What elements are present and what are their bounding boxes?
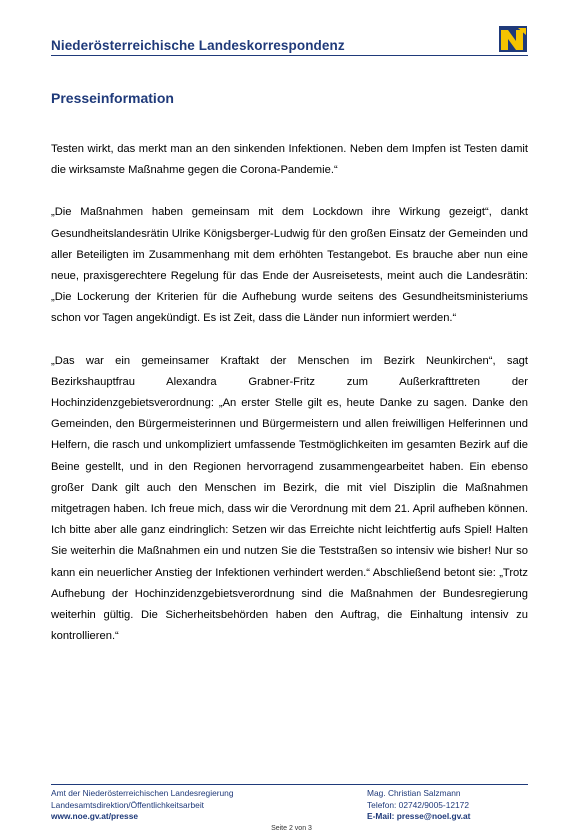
- paragraph-3: „Das war ein gemeinsamer Kraftakt der Menschen im Bezirk Neunkirchen“, sagt Bezirkshauptfrau Alexandra Grabner-Fritz zum Außerkrafttreten der Hochinzidenzgebietsverordnung: „An erster Stelle gilt es, heute Danke zu sagen. Danke den Gemeinden, den Bürgermeisterinnen und Bürgermeistern und allen freiwilligen Helferinnen und Helfern, die rasch und unkompliziert umfassende Testmöglichkeiten im gesamten Bezirk auf die Beine gestellt, und in den Regionen hervorragend zusammengearbeitet haben. Ein ebenso großer Dank gilt auch den Menschen im Bezirk, die mit viel Disziplin die Maßnahmen mitgetragen haben. Ich freue mich, dass wir die Verordnung mit dem 21. April aufheben können. Ich bitte aber alle ganz eindringlich: Setzen wir das Erreichte nicht leichtfertig aufs Spiel! Halten Sie weiterhin die Maßnahmen ein und nutzen Sie die Teststraßen so intensiv wie bisher! Nur so kann ein neuerlicher Anstieg der Infektionen verhindert werden.“ Abschließend betont sie: „Trotz Aufhebung der Hochinzidenzgebietsverordnung sind die Maßnahmen der Bundesregierung weiterhin gültig. Die Sicherheitsbehörden haben den Auftrag, die Einhaltung intensiv zu kontrollieren.“: [51, 354, 528, 643]
- footer-phone: Telefon: 02742/9005-12172: [367, 799, 469, 810]
- paragraph-2: „Die Maßnahmen haben gemeinsam mit dem Lockdown ihre Wirkung gezeigt“, dankt Gesundheitslandesrätin Ulrike Königsberger-Ludwig für den großen Einsatz der Gemeinden und aller Beteiligten im Zusammenhang mit dem erhöhten Testangebot. Es brauche aber nun eine neue, praxisgerechtere Regelung für das Ende der Ausreisetests, meint auch die Landesrätin: „Die Lockerung der Kriterien für die Aufhebung wurde seitens des Gesundheitsministeriums schon vor Tagen angekündigt. Es ist Zeit, dass die Länder nun informiert werden.“: [51, 206, 528, 325]
- page-number: Seite 2 von 3: [271, 825, 312, 832]
- footer-web-link[interactable]: www.noe.gv.at/presse: [51, 811, 139, 821]
- section-title: Presseinformation: [51, 90, 174, 106]
- noe-logo-icon: [499, 26, 527, 52]
- footer-contact-info: [367, 788, 470, 823]
- footer-office-info: [51, 788, 234, 823]
- footer-office-line1: Amt der Niederösterreichischen Landesregierung: [51, 788, 234, 798]
- article-body: [51, 139, 528, 668]
- footer-divider: [51, 784, 528, 785]
- header-title: Niederösterreichische Landeskorrespondenz: [51, 38, 345, 53]
- footer-email-link[interactable]: E-Mail: presse@noel.gv.at: [367, 811, 471, 821]
- paragraph-1: Testen wirkt, das merkt man an den sinkenden Infektionen. Neben dem Impfen ist Testen damit die wirksamste Maßnahme gegen die Corona-Pandemie.“: [51, 143, 528, 177]
- footer-contact-name: Mag. Christian Salzmann: [367, 788, 461, 798]
- footer-office-line2: Landesamtsdirektion/Öffentlichkeitsarbeit: [51, 799, 205, 810]
- header-divider: [51, 55, 528, 56]
